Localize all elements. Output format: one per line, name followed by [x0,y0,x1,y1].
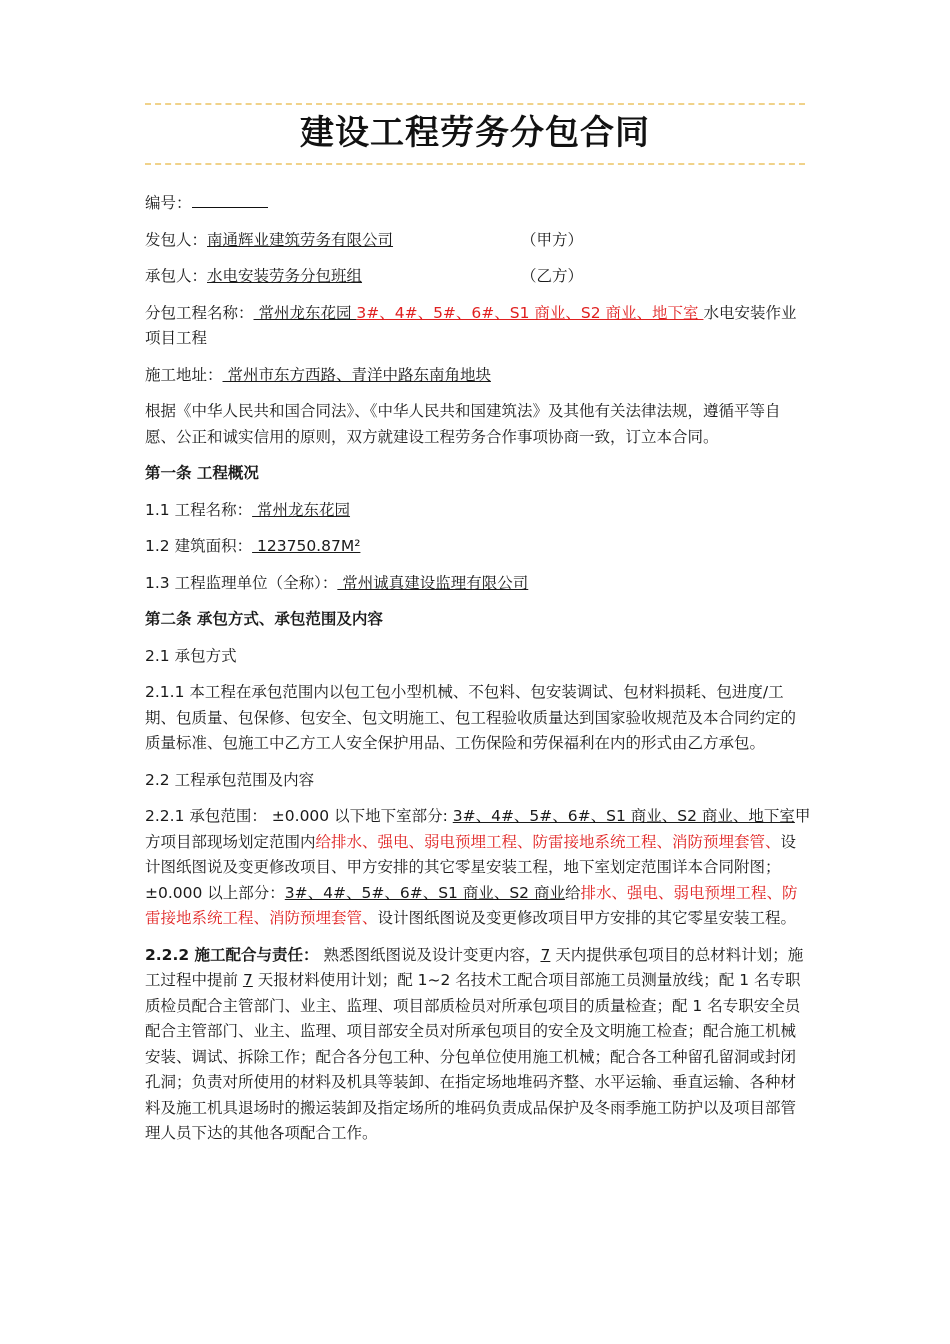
item-1-1 [145,498,811,524]
contract-number-blank [192,190,268,208]
document-body [145,190,811,1158]
article-1-heading: 第一条 工程概况 [145,464,259,482]
s222-days-2: 7 [242,971,253,989]
item-1-3-label: 1.3 工程监理单位（全称）： [145,573,338,592]
item-1-2 [145,534,811,560]
s221-text-4: 给 [564,883,581,902]
address-label: 施工地址： [145,365,223,384]
item-1-2-label: 1.2 建筑面积： [145,537,253,555]
project-name-buildings: 3#、4#、5#、6#、S1 商业、S2 商业、地下室 [356,303,704,322]
project-name-suffix: 水电安装作业项目工程 [145,303,797,347]
employer-role: （甲方） [521,230,584,249]
section-2-1-1: 2.1.1 本工程在承包范围内以包工包小型机械、不包料、包安装调试、包材料损耗、包进度/工期、包质量、包保修、包安全、包文明施工、包工程验收质量达到国家验收规范及本合同约定的质量标准、包施工中乙方工人安全保护用品、工伤保险和劳保福利在内的形式由乙方承包。 [145,683,797,752]
contractor-role: （乙方） [521,267,584,285]
s222-text-2: 天内提供承包项目的总材料计划；施工过程中提前 [145,945,804,989]
contractor-line [145,264,811,290]
contractor-label: 承包人： [145,267,208,285]
section-2-2-1 [145,804,811,932]
item-1-1-value: 常州龙东花园 [252,500,351,519]
item-1-1-label: 1.1 工程名称： [145,500,253,519]
project-name-value: 常州龙东花园 [253,303,357,322]
contractor-value: 水电安装劳务分包班组 [207,267,363,285]
s222-days-1: 7 [540,945,551,964]
section-2-2-2 [145,943,811,1147]
s221-text-2: 甲方项目部现场划定范围内 [145,807,811,851]
project-name-line [145,301,811,352]
s221-text-5: 设计图纸图说及变更修改项目甲方安排的其它零星安装工程。 [377,909,797,927]
employer-label: 发包人： [145,230,208,249]
s221-scope-1: 给排水、强电、弱电预埋工程、防雷接地系统工程、消防预埋套管、 [315,832,781,851]
s221-buildings-1: 3#、4#、5#、6#、S1 商业、S2 商业、地下室 [452,807,795,825]
contract-number-line [145,190,811,217]
document-title: 建设工程劳务分包合同 [300,113,650,153]
s221-scope-2: 排水、强电、弱电预埋工程、防雷接地系统工程、消防预埋套管、 [145,883,798,927]
employer-value: 南通辉业建筑劳务有限公司 [207,230,394,249]
title-top-divider [145,103,805,105]
contract-number-label: 编号： [145,194,192,212]
s221-buildings-2: 3#、4#、5#、6#、S1 商业、S2 商业 [284,883,565,902]
address-line [145,363,811,389]
project-name-label: 分包工程名称： [145,303,254,322]
item-1-3-value: 常州诚真建设监理有限公司 [337,573,529,592]
preamble-paragraph: 根据《中华人民共和国合同法》、《中华人民共和国建筑法》及其他有关法律法规，遵循平等自愿、公正和诚实信用的原则，双方就建设工程劳务合作事项协商一致，订立本合同。 [145,402,781,446]
item-1-3 [145,571,811,597]
title-bottom-divider [145,163,805,165]
s222-label: 2.2.2 施工配合与责任： [145,945,319,964]
s221-text-3: 设计图纸图说及变更修改项目、甲方安排的其它零星安装工程，地下室划定范围详本合同附图；±0.000 以上部分： [145,832,797,902]
address-value: 常州市东方西路、青洋中路东南角地块 [222,365,491,384]
section-2-2: 2.2 工程承包范围及内容 [145,770,315,789]
article-2-heading: 第二条 承包方式、承包范围及内容 [145,610,383,628]
employer-line [145,228,811,254]
s221-text-1: 2.2.1 承包范围： ±0.000 以下地下室部分: [145,807,453,825]
item-1-2-value: 123750.87M² [252,537,361,555]
s222-text-1: 熟悉图纸图说及设计变更内容， [318,945,541,964]
s222-text-3: 天报材料使用计划；配 1~2 名技术工配合项目部施工员测量放线；配 1 名专职质检员配合主管部门、业主、监理、项目部质检员对所承包项目的质量检查；配 1 名专职安全员配合主管部门、业主、监理、项目部安全员对所承包项目的安全及文明施工检查；配合施工机械安装、调试、拆除工作；配合各分包工种、分包单位使用施工机械；配合各工种留孔留洞或封闭孔洞；负责对所使用的材料及机具等装卸、在指定场地堆码齐整、水平运输、垂直运输、各种材料及施工机具退场时的搬运装卸及指定场所的堆码负责成品保护及冬雨季施工防护以及项目部管理人员下达的其他各项配合工作。 [145,971,801,1142]
section-2-1: 2.1 承包方式 [145,646,237,665]
